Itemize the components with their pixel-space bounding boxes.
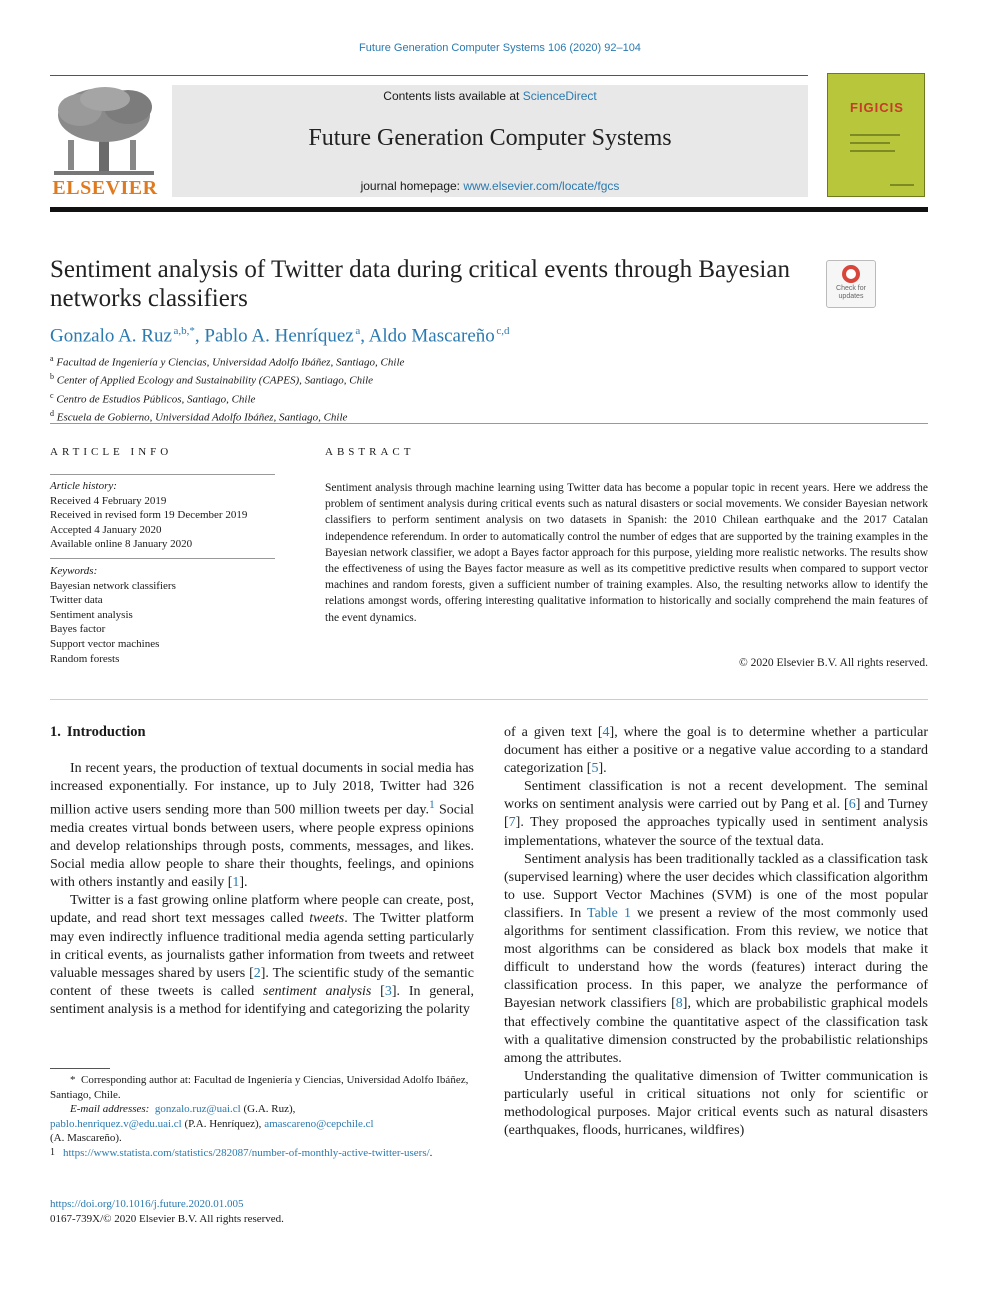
email-link[interactable]: amascareno@cepchile.cl [264, 1117, 374, 1130]
cover-line [850, 134, 900, 136]
footnote-rule [50, 1068, 110, 1069]
text-run: ]. In general, sentiment analysis is a method for identifying and categorizing the polarity [50, 983, 474, 1017]
top-divider [50, 75, 808, 76]
author-affil-sup[interactable]: c,d [496, 325, 510, 337]
text-run: Twitter is a fast growing online platform where people can create, post, update, and read short text messages called [50, 893, 474, 927]
history-item: Received 4 February 2019 [50, 494, 167, 507]
text-run: ], which are probabilistic graphical models that effectively combine the quantitative aspect of the classification task with a qualitative dimension constructed by the probabilistic relationships among the attributes. [504, 996, 928, 1066]
keyword-item: Support vector machines [50, 637, 160, 650]
text-run: Sentiment analysis has been traditionally tackled as a classification task (supervised learning) where the user decides which classification algorithm to use. Support Vector Machines (SVM) is one of the most popular classifiers. In [504, 851, 928, 921]
homepage-link[interactable]: www.elsevier.com/locate/fgcs [463, 179, 620, 193]
history-item: Available online 8 January 2020 [50, 538, 193, 551]
text-run: ]. They proposed the approaches typically used in sentiment analysis implementations, whatever the source of the textual data. [504, 815, 928, 849]
affiliation-sup: b [50, 372, 54, 382]
table-link[interactable]: Table 1 [587, 905, 631, 921]
cover-title: FIGICIS [850, 100, 904, 115]
affiliation-text: Centro de Estudios Públicos, Santiago, Chile [56, 393, 256, 406]
citation-link[interactable]: 6 [848, 797, 856, 813]
article-info-heading: ARTICLE INFO [50, 446, 173, 458]
text-run: Social media creates virtual bonds between users, where people express opinions and develop relationships through posts, comments, messages, and likes. Social media allow people to share their thoughts, feelings, and opinions with others instantly and easily [ [50, 802, 474, 891]
footnotes [50, 1073, 474, 1161]
affiliation-text: Escuela de Gobierno, Universidad Adolfo Ibáñez, Santiago, Chile [56, 411, 348, 424]
section-heading [50, 724, 146, 741]
email-link[interactable]: gonzalo.ruz@uai.cl [154, 1103, 241, 1116]
footnote-number: 1 [50, 1146, 55, 1158]
abstract-copyright: © 2020 Elsevier B.V. All rights reserved. [739, 657, 928, 669]
check-updates-line2: updates [838, 293, 864, 300]
keyword-item: Bayesian network classifiers [50, 579, 176, 592]
text-run: Sentiment classification is not a recent development. The seminal works on sentiment analysis were carried out by Pang et al. [ [504, 779, 928, 813]
footnote-text: (G.A. Ruz), [240, 1103, 296, 1116]
journal-title: Future Generation Computer Systems [308, 125, 672, 151]
affiliation-text: Facultad de Ingeniería y Ciencias, Universidad Adolfo Ibáñez, Santiago, Chile [56, 356, 405, 369]
cover-line [850, 142, 890, 144]
emphasis: tweets [309, 911, 345, 927]
email-note [50, 1102, 474, 1117]
emphasis: sentiment analysis [263, 983, 372, 999]
article-history [50, 479, 280, 552]
header-thick-divider [50, 207, 928, 212]
journal-cover[interactable] [827, 73, 925, 197]
keyword-item: Sentiment analysis [50, 608, 133, 621]
issn-line: 0167-739X/© 2020 Elsevier B.V. All rights reserved. [50, 1213, 284, 1225]
history-label: Article history: [50, 480, 117, 492]
elsevier-tree-icon [50, 85, 160, 180]
citation-link[interactable]: 1 [232, 875, 240, 891]
keyword-item: Bayes factor [50, 623, 106, 636]
citation-link[interactable]: 2 [253, 965, 261, 981]
citation-link[interactable]: 8 [675, 996, 683, 1012]
doi-block [50, 1197, 284, 1227]
affiliations [50, 352, 404, 425]
footnote-1 [50, 1146, 474, 1161]
corresponding-author-note [50, 1073, 474, 1102]
author-affil-sup[interactable]: a,b,* [173, 325, 195, 337]
author-name[interactable]: Gonzalo A. Ruz [50, 325, 172, 347]
homepage-line [172, 179, 808, 193]
journal-masthead [172, 85, 808, 197]
text-run: ] and Turney [ [504, 797, 928, 831]
affiliation-sup: c [50, 390, 54, 400]
abstract-heading: ABSTRACT [325, 446, 415, 458]
email-note [50, 1117, 474, 1132]
divider [50, 699, 928, 700]
elsevier-logo[interactable] [50, 85, 160, 200]
article-title: Sentiment analysis of Twitter data during critical events through Bayesian networks classifiers [50, 256, 790, 312]
journal-reference[interactable]: Future Generation Computer Systems 106 (2020) 92–104 [359, 42, 641, 54]
divider [50, 423, 928, 424]
affiliation-item [50, 352, 404, 370]
contents-line [172, 89, 808, 103]
text-run: ]. The scientific study of the semantic content of these tweets is called [50, 965, 474, 999]
affiliation-item [50, 370, 404, 388]
text-run: [ [371, 983, 385, 999]
contents-prefix: Contents lists available at [383, 89, 523, 103]
text-run: . The Twitter platform may even indirectly influence traditional media agenda setting particularly in critical events, as journalists gather information from tweets and retweet valuable messages shared by users [ [50, 911, 474, 981]
article-info-rule [50, 474, 275, 475]
author-list: Gonzalo A. Ruz $^{a,b,*}$, Pablo A. Henríquez $^a$, Aldo Mascareño $^{c,d}$ [50, 325, 510, 347]
footnote-text: (P.A. Henríquez), [181, 1117, 265, 1130]
keyword-item: Random forests [50, 652, 120, 665]
paragraph [50, 892, 474, 1019]
author-affil-sup[interactable]: a [355, 325, 361, 337]
citation-link[interactable]: 5 [591, 761, 599, 777]
footnote-url[interactable]: https://www.statista.com/statistics/282087/number-of-monthly-active-twitter-users/ [63, 1146, 430, 1159]
text-run: In recent years, the production of textual documents in social media has increased exponentially. For instance, up to July 2018, Twitter had 326 million active users sending more than 500 million tweets per day. [50, 761, 474, 818]
abstract-text: Sentiment analysis through machine learning using Twitter data has become a popular topic in recent years. Here we address the problem of sentiment analysis during critical events such as natural disasters or social movements. We consider Bayesian network classifiers to perform sentiment analysis on two datasets in Spanish: the 2010 Chilean earthquake and the 2017 Catalan independence referendum. In order to automatically control the number of edges that are supported by the training examples in the Bayesian network classifier, we adopt a Bayes factor approach for this purpose, yielding more realistic networks. The results show the effectiveness of using the Bayes factor measure as well as its competitive predictive results when compared to support vector machines and random forests, given a sufficient number of training examples. Also, the resulting networks allow to identify the relations amongst words, offering interesting qualitative information to historically and socially comprehend the main features of the event dynamics. [325, 482, 928, 624]
email-link[interactable]: pablo.henriquez.v@edu.uai.cl [50, 1117, 182, 1130]
paragraph [504, 778, 928, 850]
right-column [504, 724, 928, 1140]
history-item: Received in revised form 19 December 2019 [50, 509, 248, 522]
footnote-ref[interactable]: 1 [428, 798, 435, 812]
text-run: ]. [239, 875, 248, 891]
section-title: Introduction [66, 724, 146, 740]
affiliation-sup: d [50, 408, 54, 418]
text-run: we present a review of the most commonly used algorithms for sentiment classification. From this review, we notice that most algorithms can be considered as black box models that make it difficult to understand how the words (features) interact during the classification process. In this paper, we analyze the performance of Bayesian network classifiers [ [504, 905, 929, 1012]
doi-link[interactable]: https://doi.org/10.1016/j.future.2020.01.005 [50, 1198, 244, 1210]
publisher-name: ELSEVIER [52, 177, 158, 199]
keywords [50, 564, 280, 666]
paragraph [50, 760, 474, 892]
text-run: ]. [598, 761, 607, 777]
section-number: 1. [50, 724, 61, 740]
paragraph [504, 724, 928, 778]
footnote-mark: * [70, 1074, 76, 1086]
left-column [50, 760, 474, 1019]
author-name[interactable]: Pablo A. Henríquez [204, 325, 354, 347]
paragraph: Understanding the qualitative dimension of Twitter communication is particularly useful in critical situations not only for scientific or methodological purposes. Major critical events such as natural disasters (earthquakes, floods, hurricanes, wildfires) [504, 1068, 928, 1139]
citation-link[interactable]: 7 [508, 815, 516, 831]
sciencedirect-link[interactable]: ScienceDirect [522, 89, 597, 103]
history-item: Accepted 4 January 2020 [50, 523, 162, 536]
check-updates-icon [842, 265, 860, 283]
affiliation-item [50, 389, 404, 407]
footnote-text: Corresponding author at: Facultad de Ingeniería y Ciencias, Universidad Adolfo Ibáñez, Santiago, Chile. [50, 1074, 469, 1101]
text-run: ], where the goal is to determine whether a particular document has either a positive or a negative value according to a standard categorization [ [504, 725, 928, 777]
homepage-prefix: journal homepage: [360, 179, 464, 193]
affiliation-sup: a [50, 354, 54, 363]
email-note: (A. Mascareño). [50, 1132, 122, 1145]
cover-line [890, 184, 914, 186]
article-info-rule [50, 558, 275, 559]
citation-link[interactable]: 3 [384, 983, 392, 999]
footnote-text: . [429, 1146, 433, 1159]
affiliation-text: Center of Applied Ecology and Sustainability (CAPES), Santiago, Chile [56, 374, 374, 387]
citation-link[interactable]: 4 [602, 725, 610, 740]
text-run: of a given text [ [504, 725, 603, 740]
keyword-item: Twitter data [50, 594, 103, 607]
email-label: E-mail addresses: [70, 1103, 150, 1116]
check-for-updates-button[interactable] [826, 260, 876, 308]
paragraph [504, 851, 928, 1068]
author-name[interactable]: Aldo Mascareño [368, 325, 495, 347]
cover-line [850, 150, 895, 152]
check-updates-line1: Check for [836, 285, 866, 292]
keywords-label: Keywords: [50, 565, 98, 577]
